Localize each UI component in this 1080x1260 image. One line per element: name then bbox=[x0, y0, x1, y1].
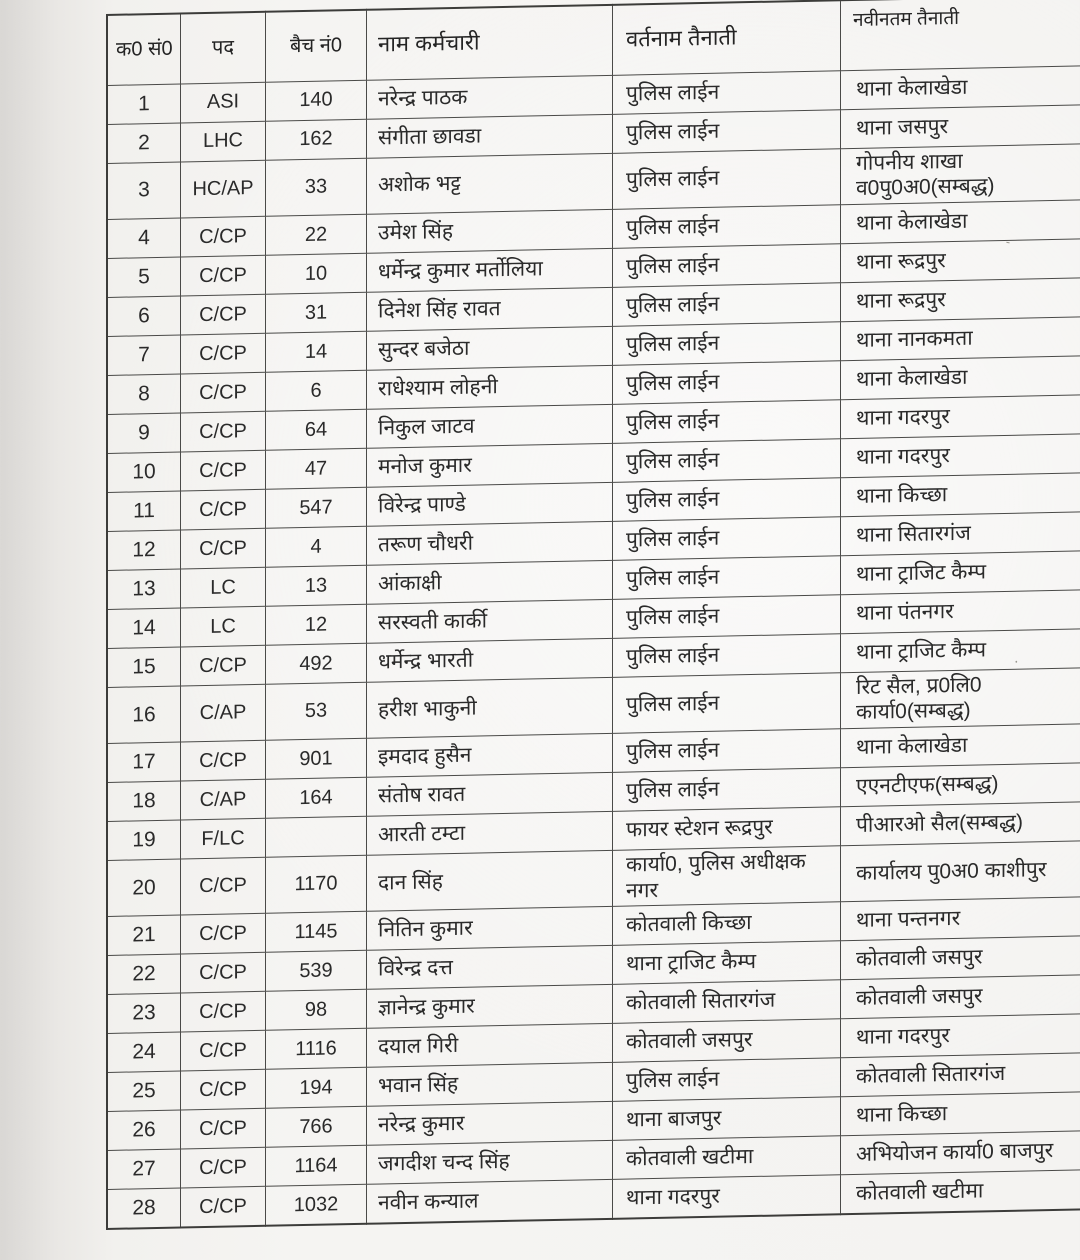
cell-current-posting: कार्या0, पुलिस अधीक्षक नगर bbox=[613, 846, 841, 907]
cell-serial-no: 21 bbox=[107, 915, 181, 955]
cell-latest-posting: थाना केलाखेडा bbox=[841, 724, 1080, 768]
cell-post: LC bbox=[181, 567, 266, 608]
cell-batch-no: 1032 bbox=[266, 1184, 367, 1225]
cell-post: C/CP bbox=[181, 372, 266, 413]
cell-latest-posting: थाना नानकमता bbox=[841, 317, 1080, 361]
cell-current-posting: पुलिस लाईन bbox=[613, 282, 841, 326]
cell-current-posting: फायर स्टेशन रूद्रपुर bbox=[613, 807, 841, 851]
cell-serial-no: 16 bbox=[107, 686, 181, 744]
cell-employee-name: उमेश सिंह bbox=[367, 209, 613, 253]
cell-batch-no: 194 bbox=[266, 1067, 367, 1108]
scan-artifact-speck: ᠂ bbox=[1012, 655, 1018, 670]
cell-current-posting: कोतवाली जसपुर bbox=[613, 1019, 841, 1063]
cell-post: HC/AP bbox=[181, 160, 266, 218]
header-serial-no: क0 सं0 bbox=[107, 14, 181, 85]
cell-serial-no: 12 bbox=[107, 530, 181, 570]
cell-post: C/CP bbox=[181, 857, 266, 915]
cell-post: C/CP bbox=[181, 450, 266, 491]
cell-serial-no: 14 bbox=[107, 608, 181, 648]
cell-latest-posting: पीआरओ सैल(सम्बद्ध) bbox=[841, 802, 1080, 846]
cell-batch-no: 1170 bbox=[266, 855, 367, 913]
cell-employee-name: दिनेश सिंह रावत bbox=[367, 287, 613, 331]
cell-serial-no: 8 bbox=[107, 374, 181, 414]
cell-post: C/CP bbox=[181, 216, 266, 257]
cell-latest-posting: एएनटीएफ(सम्बद्ध) bbox=[841, 763, 1080, 807]
cell-batch-no: 164 bbox=[266, 777, 367, 818]
cell-serial-no: 19 bbox=[107, 820, 181, 860]
cell-latest-posting: थाना गदरपुर bbox=[841, 395, 1080, 439]
cell-batch-no: 1145 bbox=[266, 911, 367, 952]
cell-latest-posting: कोतवाली जसपुर bbox=[841, 975, 1080, 1019]
cell-latest-posting: थाना किच्छा bbox=[841, 473, 1080, 517]
cell-employee-name: विरेन्द्र दत्त bbox=[367, 945, 613, 989]
cell-post: LHC bbox=[181, 121, 266, 162]
cell-post: C/AP bbox=[181, 684, 266, 742]
cell-serial-no: 28 bbox=[107, 1188, 181, 1228]
cell-batch-no: 98 bbox=[266, 989, 367, 1030]
header-latest-posting: नवीनतम तैनाती bbox=[841, 0, 1080, 70]
cell-current-posting: कोतवाली किच्छा bbox=[613, 902, 841, 946]
cell-latest-posting: थाना जसपुर bbox=[841, 104, 1080, 148]
cell-post: C/CP bbox=[181, 1030, 266, 1071]
cell-employee-name: मनोज कुमार bbox=[367, 443, 613, 487]
cell-current-posting: थाना गदरपुर bbox=[613, 1175, 841, 1219]
cell-current-posting: थाना ट्राजिट कैम्प bbox=[613, 941, 841, 985]
cell-latest-posting: गोपनीय शाखा व0पु0अ0(सम्बद्ध) bbox=[841, 143, 1080, 204]
cell-current-posting: पुलिस लाईन bbox=[613, 555, 841, 599]
cell-post: ASI bbox=[181, 82, 266, 123]
cell-employee-name: हरीश भाकुनी bbox=[367, 677, 613, 738]
cell-employee-name: नरेन्द्र कुमार bbox=[367, 1101, 613, 1145]
cell-batch-no: 539 bbox=[266, 950, 367, 991]
cell-post: C/CP bbox=[181, 1108, 266, 1149]
cell-post: C/CP bbox=[181, 913, 266, 954]
cell-employee-name: धर्मेन्द्र कुमार मर्तोलिया bbox=[367, 248, 613, 292]
cell-serial-no: 1 bbox=[107, 84, 181, 124]
cell-current-posting: पुलिस लाईन bbox=[613, 633, 841, 677]
cell-employee-name: भवान सिंह bbox=[367, 1062, 613, 1106]
cell-post: C/CP bbox=[181, 528, 266, 569]
cell-serial-no: 6 bbox=[107, 296, 181, 336]
cell-current-posting: पुलिस लाईन bbox=[613, 1058, 841, 1102]
cell-serial-no: 22 bbox=[107, 954, 181, 994]
cell-serial-no: 20 bbox=[107, 859, 181, 917]
cell-employee-name: नवीन कन्याल bbox=[367, 1179, 613, 1223]
cell-current-posting: पुलिस लाईन bbox=[613, 204, 841, 248]
cell-post: C/CP bbox=[181, 489, 266, 530]
cell-serial-no: 17 bbox=[107, 742, 181, 782]
cell-serial-no: 9 bbox=[107, 413, 181, 453]
cell-batch-no: 14 bbox=[266, 331, 367, 372]
cell-latest-posting: थाना पन्तनगर bbox=[841, 897, 1080, 941]
cell-current-posting: पुलिस लाईन bbox=[613, 729, 841, 773]
cell-employee-name: धर्मेन्द्र भारती bbox=[367, 638, 613, 682]
cell-current-posting: पुलिस लाईन bbox=[613, 438, 841, 482]
cell-serial-no: 13 bbox=[107, 569, 181, 609]
cell-current-posting: पुलिस लाईन bbox=[613, 594, 841, 638]
cell-batch-no: 4 bbox=[266, 526, 367, 567]
header-employee-name: नाम कर्मचारी bbox=[367, 5, 613, 80]
cell-batch-no: 10 bbox=[266, 253, 367, 294]
cell-latest-posting: रिट सैल, प्र0लि0 कार्या0(सम्बद्ध) bbox=[841, 668, 1080, 729]
cell-latest-posting: कोतवाली खटीमा bbox=[841, 1170, 1080, 1214]
cell-serial-no: 11 bbox=[107, 491, 181, 531]
cell-batch-no: 64 bbox=[266, 409, 367, 450]
cell-post: C/CP bbox=[181, 952, 266, 993]
cell-employee-name: संतोष रावत bbox=[367, 772, 613, 816]
cell-current-posting: पुलिस लाईन bbox=[613, 399, 841, 443]
cell-latest-posting: कोतवाली सितारगंज bbox=[841, 1053, 1080, 1097]
cell-current-posting: पुलिस लाईन bbox=[613, 516, 841, 560]
cell-post: C/CP bbox=[181, 991, 266, 1032]
cell-batch-no: 31 bbox=[266, 292, 367, 333]
cell-latest-posting: थाना सितारगंज bbox=[841, 512, 1080, 556]
cell-serial-no: 23 bbox=[107, 993, 181, 1033]
personnel-table bbox=[106, 0, 1080, 1230]
cell-post: C/CP bbox=[181, 255, 266, 296]
header-current-posting: वर्तनाम तैनाती bbox=[613, 0, 841, 75]
cell-serial-no: 27 bbox=[107, 1149, 181, 1189]
cell-batch-no: 13 bbox=[266, 565, 367, 606]
cell-batch-no: 492 bbox=[266, 643, 367, 684]
cell-post: C/CP bbox=[181, 411, 266, 452]
cell-batch-no: 766 bbox=[266, 1106, 367, 1147]
cell-employee-name: आरती टम्टा bbox=[367, 811, 613, 855]
cell-latest-posting: थाना ट्राजिट कैम्प bbox=[841, 629, 1080, 673]
cell-post: C/CP bbox=[181, 333, 266, 374]
cell-latest-posting: थाना पंतनगर bbox=[841, 590, 1080, 634]
cell-current-posting: पुलिस लाईन bbox=[613, 768, 841, 812]
cell-batch-no: 1164 bbox=[266, 1145, 367, 1186]
cell-serial-no: 24 bbox=[107, 1032, 181, 1072]
header-post: पद bbox=[181, 12, 266, 84]
cell-latest-posting: थाना गदरपुर bbox=[841, 434, 1080, 478]
cell-batch-no bbox=[266, 816, 367, 857]
table-body bbox=[107, 65, 1080, 1228]
cell-batch-no: 33 bbox=[266, 158, 367, 216]
cell-post: C/CP bbox=[181, 645, 266, 686]
cell-employee-name: सरस्वती कार्की bbox=[367, 599, 613, 643]
cell-employee-name: संगीता छावडा bbox=[367, 114, 613, 158]
cell-batch-no: 1116 bbox=[266, 1028, 367, 1069]
cell-batch-no: 47 bbox=[266, 448, 367, 489]
cell-employee-name: राधेश्याम लोहनी bbox=[367, 365, 613, 409]
cell-current-posting: पुलिस लाईन bbox=[613, 321, 841, 365]
cell-batch-no: 53 bbox=[266, 682, 367, 740]
cell-employee-name: दयाल गिरी bbox=[367, 1023, 613, 1067]
cell-employee-name: सुन्दर बजेठा bbox=[367, 326, 613, 370]
cell-latest-posting: थाना केलाखेडा bbox=[841, 356, 1080, 400]
cell-post: C/CP bbox=[181, 294, 266, 335]
cell-current-posting: पुलिस लाईन bbox=[613, 360, 841, 404]
cell-employee-name: नरेन्द्र पाठक bbox=[367, 75, 613, 119]
cell-current-posting: पुलिस लाईन bbox=[613, 70, 841, 114]
cell-serial-no: 7 bbox=[107, 335, 181, 375]
cell-latest-posting: थाना गदरपुर bbox=[841, 1014, 1080, 1058]
cell-employee-name: विरेन्द्र पाण्डे bbox=[367, 482, 613, 526]
cell-serial-no: 18 bbox=[107, 781, 181, 821]
cell-latest-posting: अभियोजन कार्या0 बाजपुर bbox=[841, 1131, 1080, 1175]
cell-employee-name: नितिन कुमार bbox=[367, 906, 613, 950]
cell-serial-no: 10 bbox=[107, 452, 181, 492]
cell-current-posting: पुलिस लाईन bbox=[613, 477, 841, 521]
cell-employee-name: इमदाद हुसैन bbox=[367, 733, 613, 777]
cell-current-posting: पुलिस लाईन bbox=[613, 672, 841, 733]
cell-employee-name: निकुल जाटव bbox=[367, 404, 613, 448]
cell-serial-no: 15 bbox=[107, 647, 181, 687]
cell-latest-posting: थाना ट्राजिट कैम्प bbox=[841, 551, 1080, 595]
cell-current-posting: कोतवाली सितारगंज bbox=[613, 980, 841, 1024]
cell-current-posting: पुलिस लाईन bbox=[613, 243, 841, 287]
cell-current-posting: पुलिस लाईन bbox=[613, 109, 841, 153]
cell-post: C/CP bbox=[181, 1069, 266, 1110]
cell-latest-posting: थाना रूद्रपुर bbox=[841, 278, 1080, 322]
cell-serial-no: 2 bbox=[107, 123, 181, 163]
cell-post: C/AP bbox=[181, 779, 266, 820]
cell-employee-name: अशोक भट्ट bbox=[367, 153, 613, 214]
personnel-table-wrapper bbox=[106, 0, 1054, 1230]
cell-current-posting: थाना बाजपुर bbox=[613, 1097, 841, 1141]
cell-latest-posting: थाना रूद्रपुर bbox=[841, 239, 1080, 283]
cell-batch-no: 547 bbox=[266, 487, 367, 528]
cell-batch-no: 22 bbox=[266, 214, 367, 255]
cell-current-posting: पुलिस लाईन bbox=[613, 148, 841, 209]
cell-batch-no: 6 bbox=[266, 370, 367, 411]
cell-post: C/CP bbox=[181, 1147, 266, 1188]
cell-batch-no: 901 bbox=[266, 738, 367, 779]
cell-post: F/LC bbox=[181, 818, 266, 859]
cell-post: C/CP bbox=[181, 740, 266, 781]
cell-serial-no: 3 bbox=[107, 162, 181, 220]
cell-employee-name: तरूण चौधरी bbox=[367, 521, 613, 565]
cell-serial-no: 5 bbox=[107, 257, 181, 297]
cell-serial-no: 25 bbox=[107, 1071, 181, 1111]
cell-employee-name: आंकाक्षी bbox=[367, 560, 613, 604]
header-batch-no: बैच नं0 bbox=[266, 10, 367, 82]
cell-latest-posting: कोतवाली जसपुर bbox=[841, 936, 1080, 980]
cell-post: LC bbox=[181, 606, 266, 647]
cell-latest-posting: थाना किच्छा bbox=[841, 1092, 1080, 1136]
cell-employee-name: ज्ञानेन्द्र कुमार bbox=[367, 984, 613, 1028]
cell-post: C/CP bbox=[181, 1186, 266, 1227]
cell-latest-posting: कार्यालय पु0अ0 काशीपुर bbox=[841, 841, 1080, 902]
cell-batch-no: 12 bbox=[266, 604, 367, 645]
cell-current-posting: कोतवाली खटीमा bbox=[613, 1136, 841, 1180]
cell-employee-name: जगदीश चन्द सिंह bbox=[367, 1140, 613, 1184]
cell-employee-name: दान सिंह bbox=[367, 850, 613, 911]
cell-batch-no: 162 bbox=[266, 119, 367, 160]
cell-batch-no: 140 bbox=[266, 80, 367, 121]
cell-serial-no: 4 bbox=[107, 218, 181, 258]
cell-latest-posting: थाना केलाखेडा bbox=[841, 200, 1080, 244]
cell-serial-no: 26 bbox=[107, 1110, 181, 1150]
cell-latest-posting: थाना केलाखेडा bbox=[841, 65, 1080, 109]
scan-artifact-speck: - bbox=[1004, 233, 1012, 250]
